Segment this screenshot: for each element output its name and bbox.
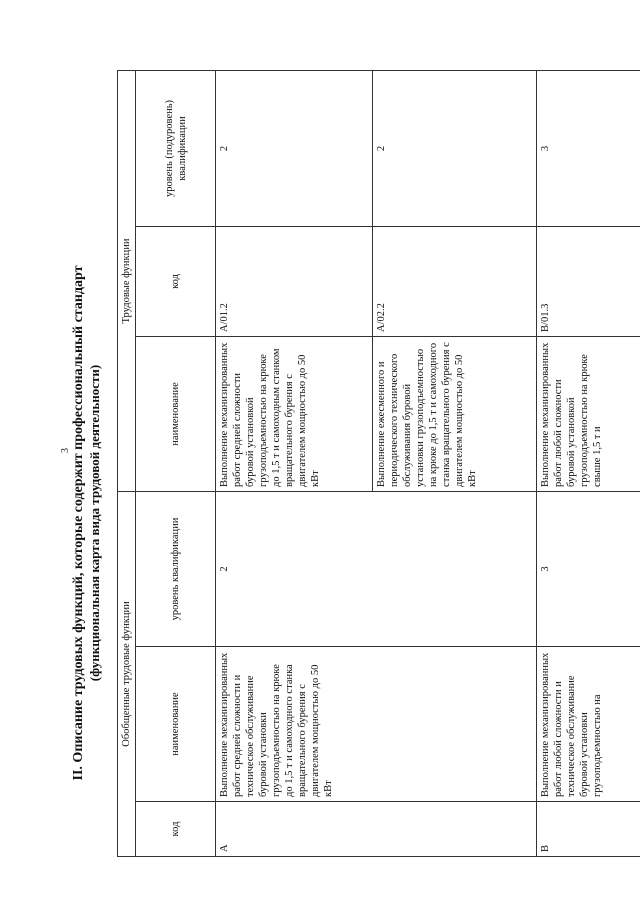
- row-a-f2-level: 2: [373, 70, 537, 226]
- row-a-code: А: [216, 802, 537, 857]
- page-subtitle: (функциональная карта вида трудовой деятельности): [87, 364, 102, 682]
- row-b-f1-name: Выполнение механизированных работ любой сложности буровой установкой грузоподъемностью на крюке свыше 1,5 т и: [537, 336, 640, 491]
- row-a-f1-level: 2: [216, 70, 373, 226]
- row-a-f1-name: Выполнение механизированных работ средней сложности буровой установкой грузоподъемностью на крюке до 1,5 т и самоходным станком вращательного бурения с двигателем мощностью до 50 кВт: [216, 336, 373, 491]
- header-qual-level: уровень квалификации: [136, 491, 216, 646]
- row-a-f2-code: А/02.2: [373, 226, 537, 336]
- header-tf-code: код: [136, 226, 216, 336]
- functional-map-table: [117, 70, 640, 857]
- table-row: [537, 70, 640, 856]
- header-tf-name: наименование: [136, 336, 216, 491]
- header-name: наименование: [136, 647, 216, 802]
- page-title: II. Описание трудовых функций, которые содержит профессиональный стандарт: [71, 265, 86, 781]
- header-generalized: Обобщенные трудовые функции: [118, 491, 136, 856]
- row-b-level: 3: [537, 491, 640, 646]
- page-number: 3: [60, 448, 71, 453]
- functional-map-table-wrapper: [117, 71, 640, 857]
- row-b-code: В: [537, 802, 640, 857]
- row-a-name: Выполнение механизированных работ средней сложности и техническое обслуживание буровой установки грузоподъемностью на крюке до 1,5 т и самоходного станка вращательного бурения с двигателем мощностью до 50 кВт: [216, 647, 537, 802]
- row-a-level: 2: [216, 491, 537, 646]
- row-b-f1-code: В/01.3: [537, 226, 640, 336]
- section-heading: [70, 163, 103, 883]
- row-b-name: Выполнение механизированных работ любой сложности и техническое обслуживание буровой установки грузоподъемностью на: [537, 647, 640, 802]
- row-a-f2-name: Выполнение ежесменного и периодического технического обслуживания буровой установки грузоподъемностью на крюке до 1,5 т и самоходного станка вращательного бурения с двигателем мощностью до 50 кВт: [373, 336, 537, 491]
- table-row: [216, 70, 373, 856]
- row-a-f1-code: А/01.2: [216, 226, 373, 336]
- row-b-f1-level: 3: [537, 70, 640, 226]
- header-code: код: [136, 802, 216, 857]
- header-tf-level: уровень (подуровень) квалификации: [136, 70, 216, 226]
- header-functions: Трудовые функции: [118, 70, 136, 491]
